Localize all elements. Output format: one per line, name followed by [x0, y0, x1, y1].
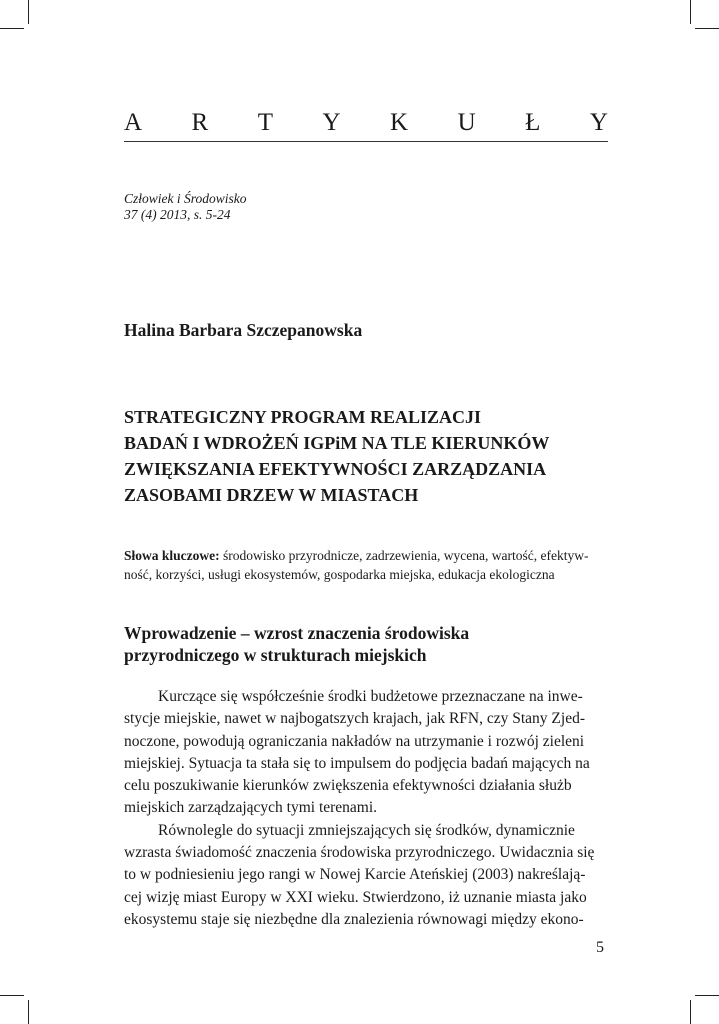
- keywords: [124, 546, 610, 584]
- title-line: BADAŃ I WDROŻEŃ IGPiM NA TLE KIERUNKÓW: [124, 433, 550, 453]
- crop-mark: [690, 0, 691, 24]
- journal-name: Człowiek i Środowisko: [124, 191, 247, 206]
- title-line: STRATEGICZNY PROGRAM REALIZACJI: [124, 407, 482, 427]
- section-letter: Ł: [525, 109, 541, 136]
- section-letter: U: [457, 109, 476, 136]
- body-line: to w podniesieniu jego rangi w Nowej Karcie Ateńskiej (2003) nakreślają-: [124, 866, 586, 884]
- title-line: ZASOBAMI DRZEW W MIASTACH: [124, 485, 419, 505]
- body-line: cej wizję miast Europy w XXI wieku. Stwierdzono, iż uznanie miasta jako: [124, 888, 587, 906]
- page-number: 5: [596, 939, 604, 956]
- section-letter: Y: [589, 109, 608, 136]
- article-title: [124, 404, 624, 508]
- body-line: stycje miejskie, nawet w najbogatszych krajach, jak RFN, czy Stany Zjed-: [124, 710, 585, 728]
- crop-mark: [0, 995, 24, 996]
- body-line: noczone, powodują ograniczania nakładów na utrzymanie i rozwój zieleni: [124, 732, 585, 750]
- crop-mark: [0, 28, 24, 29]
- section-title: [124, 108, 608, 138]
- crop-mark: [695, 28, 719, 29]
- keywords-text: środowisko przyrodnicze, zadrzewienia, wycena, wartość, efektyw-: [219, 548, 589, 563]
- title-line: ZWIĘKSZANIA EFEKTYWNOŚCI ZARZĄDZANIA: [124, 459, 547, 479]
- section-letter: R: [191, 109, 209, 136]
- section-letter: T: [257, 109, 273, 136]
- crop-mark: [695, 995, 719, 996]
- author-name: Halina Barbara Szczepanowska: [124, 320, 363, 340]
- body-line: Równolegle do sytuacji zmniejszających się środków, dynamicznie: [158, 821, 575, 839]
- section-letter: A: [124, 109, 143, 136]
- crop-mark: [28, 1000, 29, 1024]
- body-text: [124, 686, 610, 931]
- section-divider: [124, 141, 608, 142]
- crop-mark: [690, 1000, 691, 1024]
- body-line: ekosystemu staje się niezbędne dla znalezienia równowagi między ekono-: [124, 910, 584, 928]
- body-line: miejskiej. Sytuacja ta stała się to impulsem do podjęcia badań mających na: [124, 754, 590, 772]
- body-line: Kurczące się współcześnie środki budżetowe przeznaczane na inwe-: [158, 688, 583, 705]
- body-line: celu poszukiwanie kierunków zwiększenia efektywności działania służb: [124, 777, 572, 795]
- section-heading: [124, 622, 610, 666]
- crop-mark: [28, 0, 29, 24]
- section-letter: Y: [322, 109, 341, 136]
- section-letter: K: [390, 109, 409, 136]
- body-line: wzrasta świadomość znaczenia środowiska przyrodniczego. Uwidacznia się: [124, 844, 595, 862]
- journal-volume: 37 (4) 2013, s. 5-24: [124, 207, 231, 222]
- heading-line: przyrodniczego w strukturach miejskich: [124, 645, 427, 665]
- keywords-text: ność, korzyści, usługi ekosystemów, gospodarka miejska, edukacja ekologiczna: [124, 567, 555, 582]
- keywords-label: Słowa kluczowe:: [124, 548, 220, 563]
- heading-line: Wprowadzenie – wzrost znaczenia środowiska: [124, 623, 470, 643]
- body-line: miejskich zarządzających tymi terenami.: [124, 799, 378, 817]
- journal-citation: [124, 191, 247, 223]
